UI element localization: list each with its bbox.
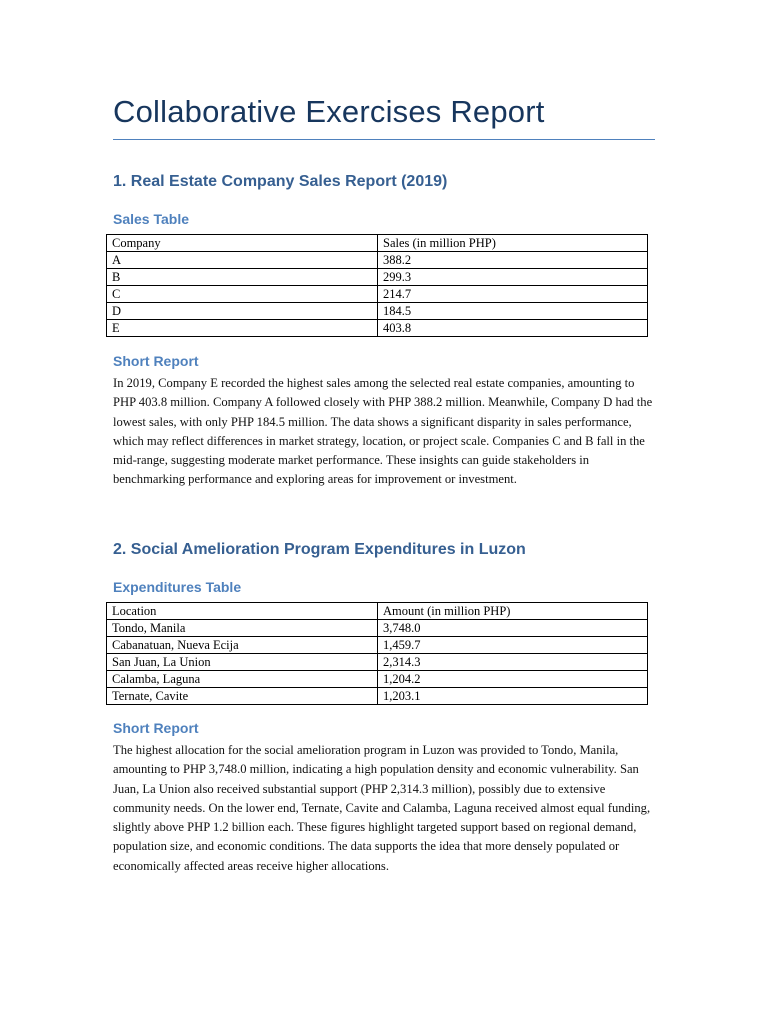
table-row	[107, 688, 648, 705]
table-header-cell: Sales (in million PHP)	[378, 235, 648, 252]
table-header-cell: Company	[107, 235, 378, 252]
table-header-cell: Amount (in million PHP)	[378, 603, 648, 620]
table-row	[107, 303, 648, 320]
short-report-paragraph-1: In 2019, Company E recorded the highest sales among the selected real estate companies, amounting to PHP 403.8 million. Company A followed closely with PHP 388.2 million. Meanwhile, Company D had the lowest sales, with only PHP 184.5 million. The data shows a significant disparity in sales performance, which may reflect differences in market strategy, location, or project scale. Companies C and B fall in the mid-range, suggesting moderate market performance. These insights can guide stakeholders in benchmarking performance and exploring areas for improvement or investment.	[113, 376, 653, 487]
table-cell: San Juan, La Union	[107, 654, 378, 671]
section-1-heading: 1. Real Estate Company Sales Report (2019)	[113, 173, 448, 190]
table-row	[107, 671, 648, 688]
table-header-cell: Location	[107, 603, 378, 620]
sales-table	[106, 234, 648, 337]
table-row	[107, 654, 648, 671]
table-row	[107, 637, 648, 654]
short-report-heading-1: Short Report	[113, 353, 199, 369]
section-2-heading: 2. Social Amelioration Program Expenditures in Luzon	[113, 541, 526, 558]
table-cell: 1,459.7	[378, 637, 648, 654]
table-row	[107, 269, 648, 286]
table-cell: 1,204.2	[378, 671, 648, 688]
table-cell: D	[107, 303, 378, 320]
table-row	[107, 320, 648, 337]
table-cell: E	[107, 320, 378, 337]
table-cell: Calamba, Laguna	[107, 671, 378, 688]
table-cell: C	[107, 286, 378, 303]
table-row	[107, 286, 648, 303]
table-cell: 388.2	[378, 252, 648, 269]
table-cell: Cabanatuan, Nueva Ecija	[107, 637, 378, 654]
expenditures-table	[106, 602, 648, 705]
short-report-heading-2: Short Report	[113, 720, 199, 736]
table-cell: Ternate, Cavite	[107, 688, 378, 705]
table-cell: 1,203.1	[378, 688, 648, 705]
table-cell: 403.8	[378, 320, 648, 337]
title-underline-rule	[113, 139, 655, 140]
table-cell: A	[107, 252, 378, 269]
table-row	[107, 252, 648, 269]
expenditures-table-heading: Expenditures Table	[113, 579, 242, 595]
table-row	[107, 620, 648, 637]
table-header-row	[107, 235, 648, 252]
sales-table-heading: Sales Table	[113, 211, 190, 227]
short-report-paragraph-2: The highest allocation for the social amelioration program in Luzon was provided to Tondo, Manila, amounting to PHP 3,748.0 million, indicating a high population density and economic vulnerability. San Juan, La Union also received substantial support (PHP 2,314.3 million), possibly due to extensive community needs. On the lower end, Ternate, Cavite and Calamba, Laguna received almost equal funding, slightly above PHP 1.2 billion each. These figures highlight targeted support based on regional demand, population size, and economic conditions. The data supports the idea that more densely populated or economically affected areas receive higher allocations.	[113, 743, 651, 873]
table-header-row	[107, 603, 648, 620]
table-cell: 2,314.3	[378, 654, 648, 671]
table-cell: 184.5	[378, 303, 648, 320]
document-title: Collaborative Exercises Report	[113, 94, 545, 129]
table-cell: B	[107, 269, 378, 286]
table-cell: 214.7	[378, 286, 648, 303]
table-cell: 299.3	[378, 269, 648, 286]
table-cell: 3,748.0	[378, 620, 648, 637]
table-cell: Tondo, Manila	[107, 620, 378, 637]
